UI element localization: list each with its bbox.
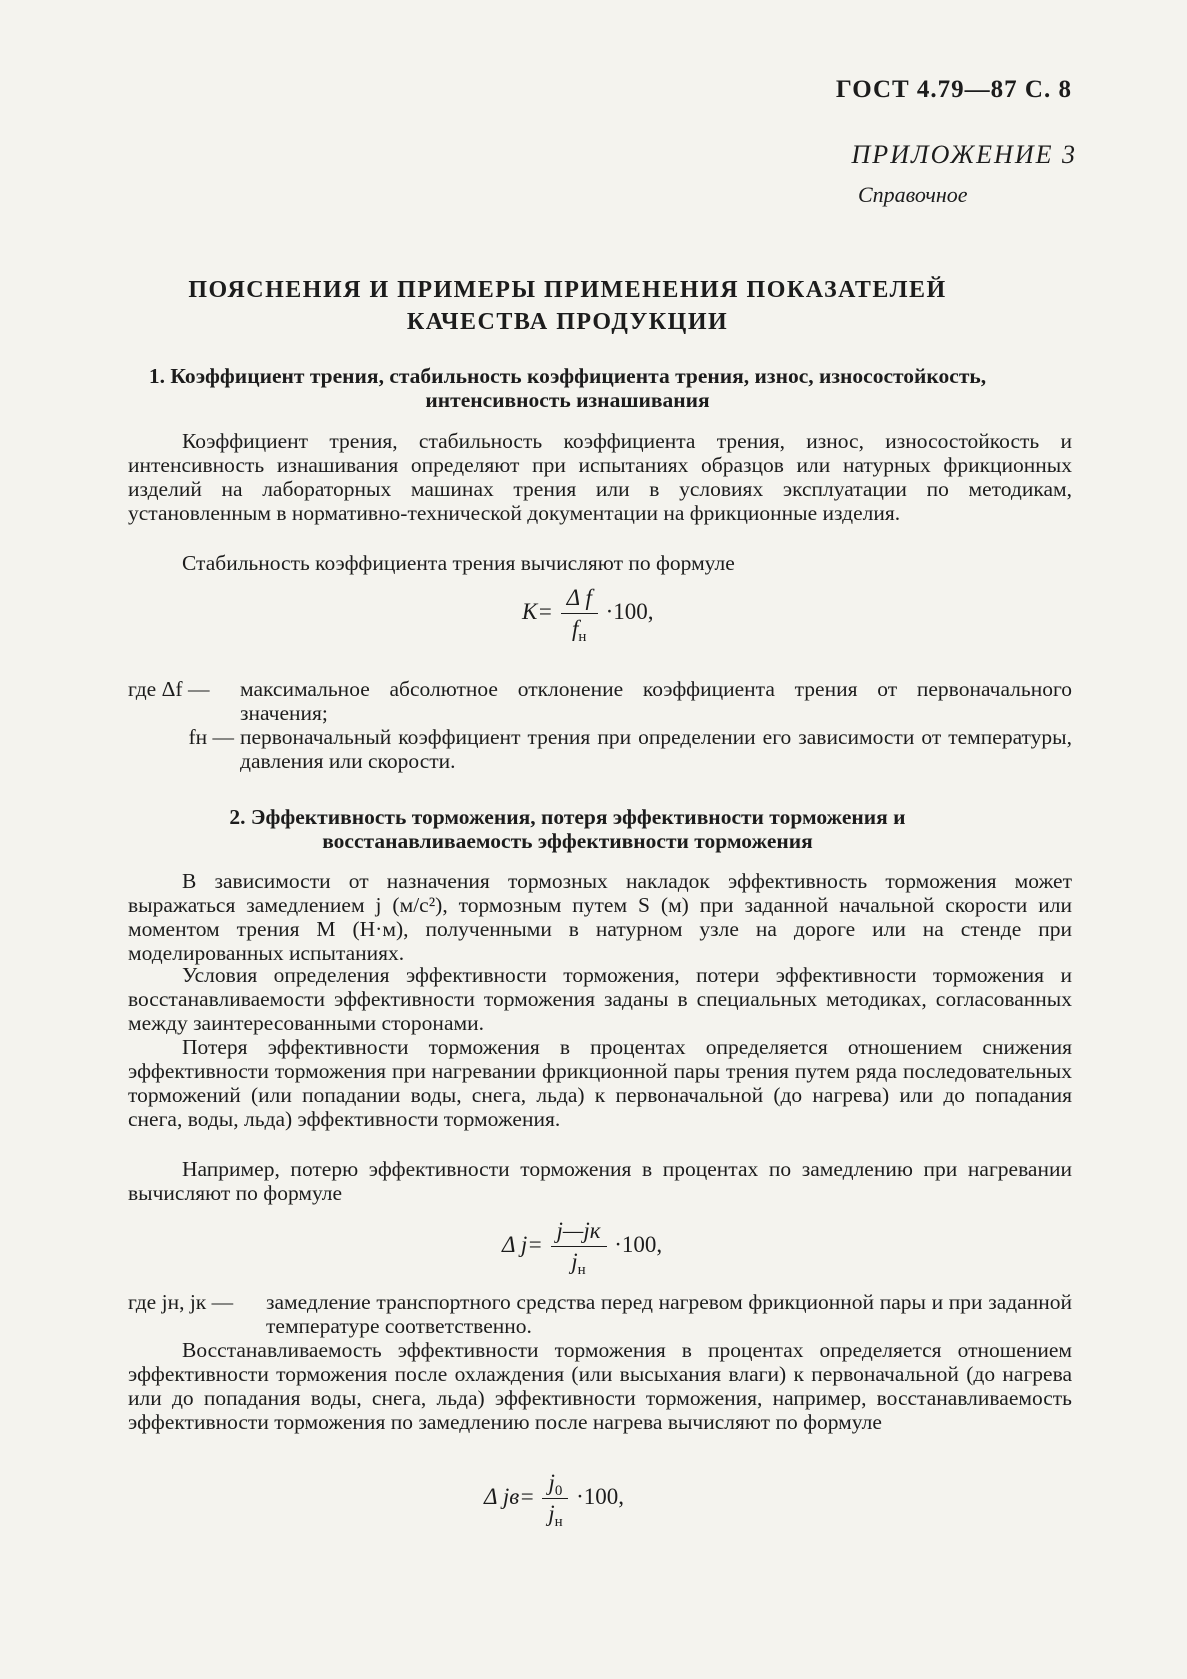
formula-denominator <box>548 1499 563 1530</box>
efficiency-loss-formula <box>502 1218 663 1278</box>
appendix-note: Справочное <box>858 182 968 207</box>
section-2-paragraph-3: Потеря эффективности торможения в процентах определяется отношением снижения эффективности торможения при нагревании фрикционной пары трения путем ряда последовательных торможений (или попадании воды, снега, льда) к первоначальной (до нагрева) или до попадания снега, воды, льда) эффективности торможения. <box>128 1035 1072 1131</box>
formula-fraction <box>542 1470 568 1530</box>
definition-text: первоначальный коэффициент трения при определении его зависимости от температуры, давления или скорости. <box>240 725 1072 773</box>
denominator-subscript: н <box>578 629 587 645</box>
definition-term: fн — <box>188 725 234 749</box>
formula-fraction <box>561 585 598 645</box>
efficiency-recovery-formula <box>484 1470 625 1530</box>
section-1-paragraph-1: Коэффициент трения, стабильность коэффициента трения, износ, износостойкость и интенсивность изнашивания определяют при испытаниях образцов или натурных фрикционных изделий на лабораторных машинах трения или в условиях эксплуатации по методикам, установленным в нормативно-технической документации на фрикционные изделия. <box>128 429 1072 525</box>
formula-tail: ·100, <box>605 598 654 624</box>
denominator-subscript: н <box>577 1262 586 1278</box>
friction-stability-formula <box>522 585 654 645</box>
definition-row <box>128 677 1072 725</box>
page-title: ПОЯСНЕНИЯ И ПРИМЕРЫ ПРИМЕНЕНИЯ ПОКАЗАТЕЛЕЙ КАЧЕСТВА ПРОДУКЦИИ <box>188 277 947 335</box>
section-1-paragraph-2: Стабильность коэффициента трения вычисляют по формуле <box>182 551 735 575</box>
formula-lhs: K= <box>522 598 553 624</box>
definition-text: максимальное абсолютное отклонение коэффициента трения от первоначального значения; <box>240 677 1072 725</box>
appendix-label: ПРИЛОЖЕНИЕ 3 <box>851 140 1077 169</box>
formula-numerator <box>542 1470 568 1499</box>
formula-lhs: Δ j= <box>502 1231 543 1257</box>
definition-text: замедление транспортного средства перед нагревом фрикционной пары и при заданной температуре соответственно. <box>266 1290 1072 1338</box>
numerator-subscript: 0 <box>554 1483 563 1499</box>
formula-numerator: Δ f <box>561 585 598 614</box>
definition-term: где jн, jк — <box>128 1290 234 1314</box>
formula-lhs: Δ jв= <box>484 1483 535 1509</box>
section-2-paragraph-5: Восстанавливаемость эффективности торможения в процентах определяется отношением эффективности торможения после охлаждения (или высыхания влаги) к первоначальной (до нагрева или до попадания воды, снега, льда) эффективности торможения, например, восстанавливаемость эффективности торможения по замедлению после нагрева вычисляют по формуле <box>128 1338 1072 1434</box>
denominator-base: j <box>548 1501 555 1526</box>
section-1-heading: 1. Коэффициент трения, стабильность коэффициента трения, износ, износостойкость, интенсивность изнашивания <box>148 364 987 412</box>
formula-tail: ·100, <box>614 1231 663 1257</box>
denominator-base: f <box>572 616 579 641</box>
section-2-paragraph-1: В зависимости от назначения тормозных накладок эффективность торможения может выражаться замедлением j (м/с²), тормозным путем S (м) при заданной начальной скорости или моментом трения М (Н·м), полученными в натурном узле на дороге или на стенде при моделированных испытаниях. <box>128 869 1072 965</box>
formula-numerator: j—jк <box>551 1218 607 1247</box>
denominator-base: j <box>571 1249 578 1274</box>
numerator-base: j <box>548 1470 555 1495</box>
formula-tail: ·100, <box>576 1483 625 1509</box>
definition-row <box>128 725 1072 773</box>
section-1-definitions <box>128 677 1072 773</box>
denominator-subscript: н <box>554 1514 563 1530</box>
formula-fraction <box>551 1218 607 1278</box>
formula-denominator <box>572 614 587 645</box>
section-2-paragraph-4: Например, потерю эффективности торможения в процентах по замедлению при нагревании вычисляют по формуле <box>128 1157 1072 1205</box>
definition-term: где Δf — <box>128 677 210 701</box>
section-2-definitions <box>128 1290 1072 1338</box>
standard-header: ГОСТ 4.79—87 С. 8 <box>835 76 1072 103</box>
section-2-heading: 2. Эффективность торможения, потеря эффективности торможения и восстанавливаемость эффективности торможения <box>229 805 906 853</box>
section-2-paragraph-2: Условия определения эффективности торможения, потери эффективности торможения и восстанавливаемости эффективности торможения заданы в специальных методиках, согласованных между заинтересованными сторонами. <box>128 963 1072 1035</box>
definition-row <box>128 1290 1072 1338</box>
formula-denominator <box>571 1247 586 1278</box>
